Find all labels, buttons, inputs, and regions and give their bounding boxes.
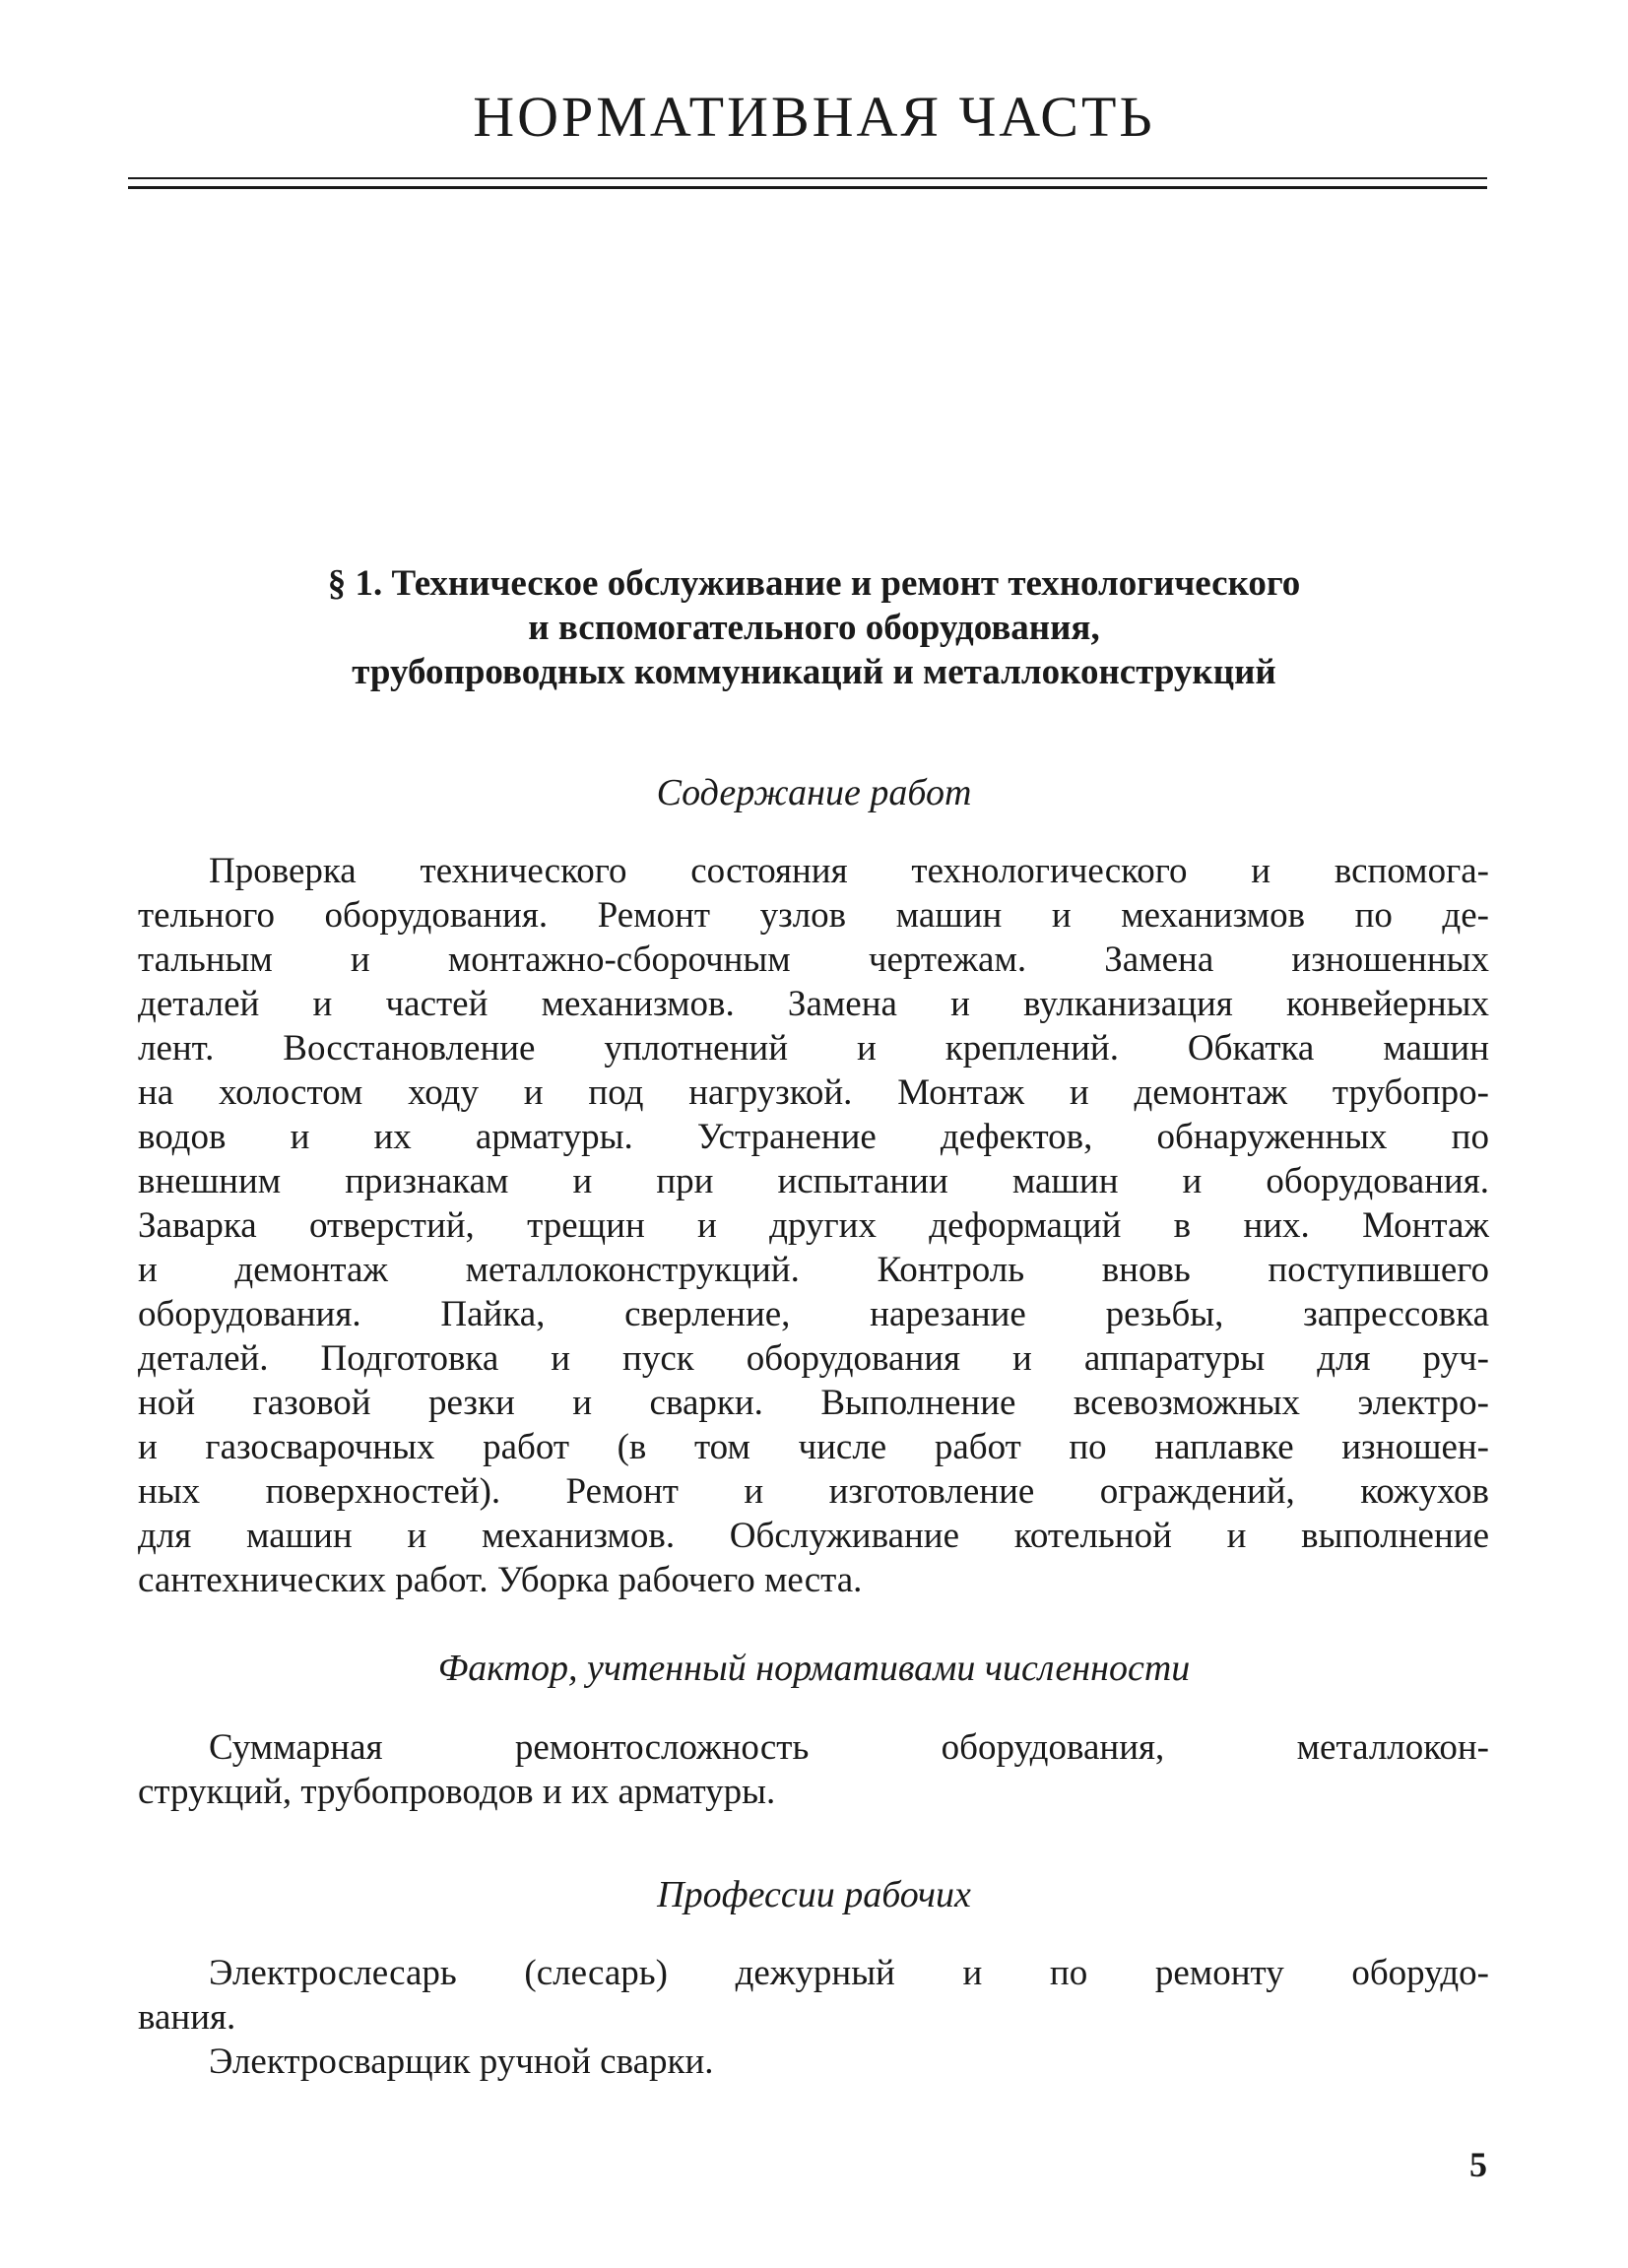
paragraph-line: ных поверхностей). Ремонт и изготовление ограждений, кожухов — [138, 1471, 1489, 1512]
paragraph-line: Суммарная ремонтосложность оборудования, металлокон- — [209, 1727, 1489, 1768]
section-heading-line: трубопроводных коммуникаций и металлоконструкций — [352, 652, 1276, 692]
part-title: НОРМАТИВНАЯ ЧАСТЬ — [473, 85, 1155, 149]
paragraph-line: деталей и частей механизмов. Замена и вулканизация конвейерных — [138, 984, 1489, 1024]
professions-title: Профессии рабочих — [657, 1874, 971, 1915]
section-heading-line: § 1. Техническое обслуживание и ремонт технологического — [327, 563, 1301, 604]
paragraph-line: Электросварщик ручной сварки. — [209, 2041, 714, 2082]
paragraph-line: для машин и механизмов. Обслуживание котельной и выполнение — [138, 1516, 1489, 1556]
paragraph-line: водов и их арматуры. Устранение дефектов, обнаруженных по — [138, 1117, 1489, 1157]
page-number: 5 — [1469, 2145, 1487, 2184]
content-of-work-paragraph — [138, 849, 1489, 1602]
paragraph-line: на холостом ходу и под нагрузкой. Монтаж и демонтаж трубопро- — [138, 1072, 1489, 1113]
paragraph-line: тельного оборудования. Ремонт узлов машин и механизмов по де- — [138, 895, 1489, 936]
paragraph-line: деталей. Подготовка и пуск оборудования и аппаратуры для руч- — [138, 1338, 1489, 1379]
paragraph-line: и газосварочных работ (в том числе работ по наплавке изношен- — [138, 1427, 1489, 1467]
factor-paragraph — [138, 1725, 1489, 1814]
title-rule-thick — [128, 186, 1487, 189]
paragraph-line: вания. — [138, 1997, 236, 2038]
paragraph-line: струкций, трубопроводов и их арматуры. — [138, 1772, 776, 1812]
section-heading — [0, 561, 1628, 694]
paragraph-line: тальным и монтажно-сборочным чертежам. Замена изношенных — [138, 940, 1489, 980]
paragraph-line: лент. Восстановление уплотнений и креплений. Обкатка машин — [138, 1028, 1489, 1069]
paragraph-line: и демонтаж металлоконструкций. Контроль вновь поступившего — [138, 1250, 1489, 1290]
paragraph-line: сантехнических работ. Уборка рабочего места. — [138, 1560, 863, 1600]
paragraph-line: оборудования. Пайка, сверление, нарезание резьбы, запрессовка — [138, 1294, 1489, 1334]
paragraph-line: Электрослесарь (слесарь) дежурный и по ремонту оборудо- — [209, 1953, 1489, 1993]
professions-paragraph — [138, 1951, 1489, 2084]
paragraph-line: Проверка технического состояния технологического и вспомога- — [209, 851, 1489, 891]
paragraph-line: ной газовой резки и сварки. Выполнение всевозможных электро- — [138, 1383, 1489, 1423]
paragraph-line: внешним признакам и при испытании машин и оборудования. — [138, 1161, 1489, 1201]
content-of-work-title: Содержание работ — [656, 772, 972, 813]
paragraph-line: Заварка отверстий, трещин и других деформаций в них. Монтаж — [138, 1205, 1489, 1246]
factor-title: Фактор, учтенный нормативами численности — [437, 1648, 1191, 1689]
title-rule-thin — [128, 177, 1487, 179]
section-heading-line: и вспомогательного оборудования, — [528, 608, 1100, 648]
